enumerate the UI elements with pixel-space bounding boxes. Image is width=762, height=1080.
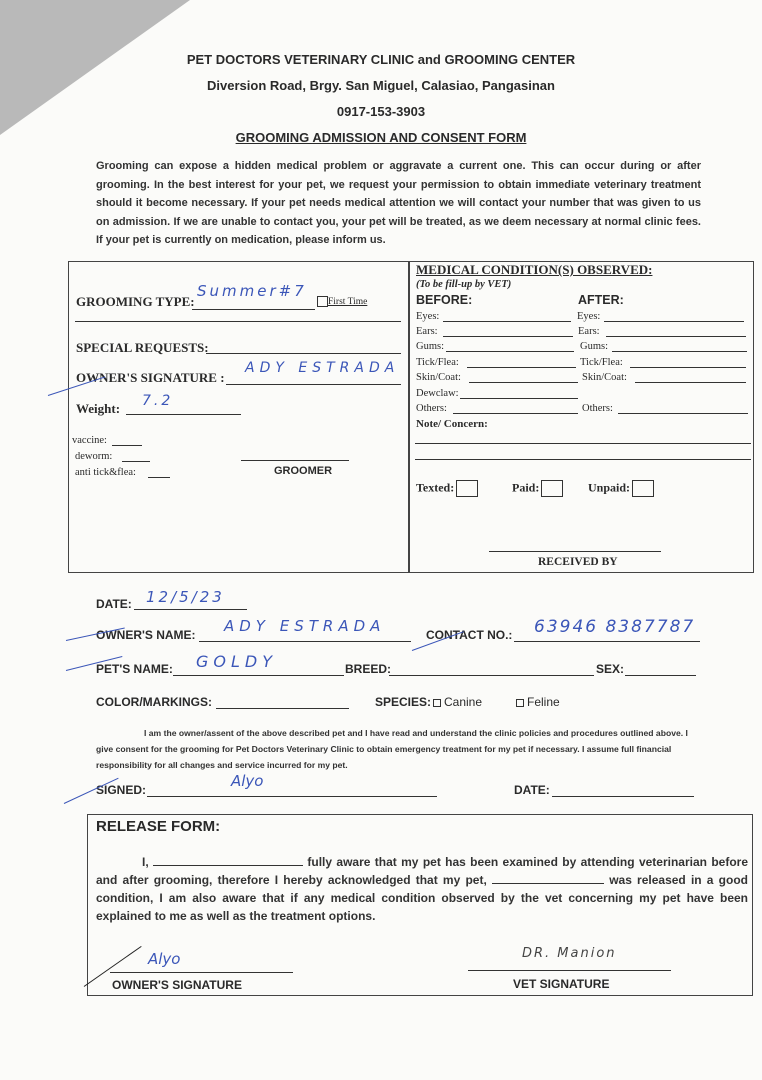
- first-time-checkbox[interactable]: [317, 296, 328, 307]
- note-line-1[interactable]: [415, 443, 751, 444]
- before-tickflea-line[interactable]: [467, 367, 576, 368]
- release-text-1: I,: [142, 855, 149, 869]
- after-others-line[interactable]: [618, 413, 748, 414]
- vaccine-label: vaccine:: [72, 435, 107, 446]
- color-line[interactable]: [216, 708, 349, 709]
- before-tickflea-label: Tick/Flea:: [416, 357, 459, 368]
- after-tickflea-label: Tick/Flea:: [580, 357, 623, 368]
- after-gums-label: Gums:: [580, 341, 609, 352]
- vet-sig-label: VET SIGNATURE: [513, 977, 610, 991]
- contact-line[interactable]: [514, 641, 700, 642]
- release-text-3: was released in a good condition, I am also aware that if any medical condition observed by the vet concerning my pet have been explained to me as well as the treatment options.: [96, 873, 748, 923]
- vet-sig-line[interactable]: [468, 970, 671, 971]
- special-requests-line[interactable]: [206, 353, 401, 354]
- canine-label: Canine: [444, 695, 483, 709]
- unpaid-checkbox[interactable]: [632, 480, 654, 497]
- medical-title: MEDICAL CONDITION(S) OBSERVED:: [416, 262, 653, 277]
- before-skincoat-label: Skin/Coat:: [416, 372, 461, 383]
- canine-checkbox[interactable]: [433, 699, 441, 707]
- before-ears-line[interactable]: [443, 336, 573, 337]
- owner-name-label: OWNER'S NAME:: [96, 628, 196, 642]
- breed-line[interactable]: [389, 675, 594, 676]
- owner-name-line[interactable]: [199, 641, 411, 642]
- vet-signature-value: DR. Manion: [522, 946, 617, 961]
- before-ears-label: Ears:: [416, 326, 438, 337]
- paid-checkbox[interactable]: [541, 480, 563, 497]
- box-divider: [408, 262, 410, 572]
- date-line[interactable]: [134, 609, 247, 610]
- clinic-name: PET DOCTORS VETERINARY CLINIC and GROOMING CENTER: [186, 52, 576, 67]
- grooming-type-line[interactable]: [192, 309, 315, 310]
- received-by-line[interactable]: [489, 551, 661, 552]
- vaccine-line[interactable]: [112, 445, 142, 446]
- after-skincoat-label: Skin/Coat:: [582, 372, 627, 383]
- weight-label: Weight:: [76, 401, 121, 416]
- after-eyes-line[interactable]: [604, 321, 744, 322]
- before-eyes-label: Eyes:: [416, 311, 440, 322]
- weight-line[interactable]: [126, 414, 241, 415]
- form-title: GROOMING ADMISSION AND CONSENT FORM: [235, 130, 527, 145]
- owner-signature-line[interactable]: [226, 384, 401, 385]
- release-paragraph: [96, 853, 748, 925]
- owner-signature-label: OWNER'S SIGNATURE :: [76, 370, 225, 385]
- unpaid-label: Unpaid:: [588, 480, 654, 497]
- owner-signature-value: ADY ESTRADA: [245, 360, 400, 376]
- sex-label: SEX:: [596, 662, 625, 676]
- before-dewclaw-line[interactable]: [460, 398, 578, 399]
- feline-checkbox[interactable]: [516, 699, 524, 707]
- release-title: RELEASE FORM:: [96, 818, 221, 835]
- pet-name-label: PET'S NAME:: [96, 662, 173, 676]
- clinic-address: Diversion Road, Brgy. San Miguel, Calasiao, Pangasinan: [207, 78, 555, 93]
- release-text-2: fully aware that my pet has been examined by attending veterinarian before and after grooming, therefore I hereby acknowledged that my pet,: [96, 855, 748, 887]
- contact-value: 63946 8387787: [534, 617, 696, 637]
- deworm-line[interactable]: [122, 461, 150, 462]
- before-eyes-line[interactable]: [443, 321, 571, 322]
- before-dewclaw-label: Dewclaw:: [416, 388, 459, 399]
- first-time-label: First Time: [328, 297, 368, 307]
- pet-name-value: GOLDY: [196, 652, 277, 671]
- antitick-line[interactable]: [148, 477, 170, 478]
- before-others-label: Others:: [416, 403, 447, 414]
- pet-name-line[interactable]: [173, 675, 344, 676]
- after-ears-label: Ears:: [578, 326, 600, 337]
- breed-label: BREED:: [345, 662, 392, 676]
- contact-label: CONTACT NO.:: [426, 628, 513, 642]
- feline-label: Feline: [527, 695, 560, 709]
- after-ears-line[interactable]: [606, 336, 746, 337]
- clinic-phone: 0917-153-3903: [336, 104, 426, 119]
- sex-line[interactable]: [625, 675, 696, 676]
- special-requests-label: SPECIAL REQUESTS:: [76, 340, 209, 355]
- after-skincoat-line[interactable]: [635, 382, 746, 383]
- before-gums-line[interactable]: [446, 351, 574, 352]
- grooming-type-label: GROOMING TYPE:: [76, 294, 195, 309]
- received-by-label: RECEIVED BY: [538, 556, 618, 568]
- before-label: BEFORE:: [416, 293, 473, 307]
- after-gums-line[interactable]: [612, 351, 747, 352]
- consent-paragraph: I am the owner/assent of the above described pet and I have read and understand the clinic policies and procedures outlined above. I give consent for the grooming for Pet Doctors Veterinary Clinic to obtain emergency treatment for my pet if necessary. I assume full financial responsibility for all changes and service incurred for my pet.: [96, 728, 688, 770]
- consent-date-line[interactable]: [552, 796, 694, 797]
- after-tickflea-line[interactable]: [630, 367, 746, 368]
- note-line-2[interactable]: [415, 459, 751, 460]
- medical-subtitle: (To be fill-up by VET): [416, 279, 512, 290]
- release-owner-sig-label: OWNER'S SIGNATURE: [112, 978, 242, 992]
- owner-name-value: ADY ESTRADA: [224, 617, 386, 635]
- antitick-label: anti tick&flea:: [75, 467, 136, 478]
- signed-label: SIGNED:: [96, 783, 147, 797]
- consent-date-label: DATE:: [514, 783, 550, 797]
- release-pet-blank[interactable]: [492, 873, 604, 884]
- after-label: AFTER:: [578, 293, 624, 307]
- after-eyes-label: Eyes:: [577, 311, 601, 322]
- deworm-label: deworm:: [75, 451, 113, 462]
- intro-paragraph: Grooming can expose a hidden medical problem or aggravate a current one. This can occur during or after grooming. In the best interest for your pet, we request your permission to obtain immediate veterinary treatment should it become necessary. If your pet needs medical attention we will contact your number that was given to us on admission. If we are unable to contact you, your pet will be treated, as we deem necessary at normal clinic fees. If your pet is currently on medication, please inform us.: [96, 160, 701, 246]
- date-label: DATE:: [96, 597, 132, 611]
- release-owner-signature-value: Alyo: [148, 950, 181, 968]
- before-skincoat-line[interactable]: [469, 382, 578, 383]
- after-others-label: Others:: [582, 403, 613, 414]
- paid-label: Paid:: [512, 480, 563, 497]
- signed-value: Alyo: [231, 772, 264, 790]
- weight-value: 7.2: [142, 393, 174, 409]
- release-owner-blank[interactable]: [153, 855, 303, 866]
- grooming-type-line-2[interactable]: [75, 321, 401, 322]
- species-label: SPECIES:: [375, 695, 432, 709]
- grooming-type-value: Summer#7: [197, 282, 307, 300]
- signed-line[interactable]: [147, 796, 437, 797]
- texted-label: Texted:: [416, 480, 478, 497]
- texted-checkbox[interactable]: [456, 480, 478, 497]
- release-owner-sig-line[interactable]: [110, 972, 293, 973]
- before-gums-label: Gums:: [416, 341, 445, 352]
- groomer-label: GROOMER: [274, 465, 333, 477]
- note-label: Note/ Concern:: [416, 418, 488, 430]
- before-others-line[interactable]: [453, 413, 578, 414]
- color-label: COLOR/MARKINGS:: [96, 695, 212, 709]
- date-value: 12/5/23: [146, 588, 225, 606]
- groomer-line[interactable]: [241, 460, 349, 461]
